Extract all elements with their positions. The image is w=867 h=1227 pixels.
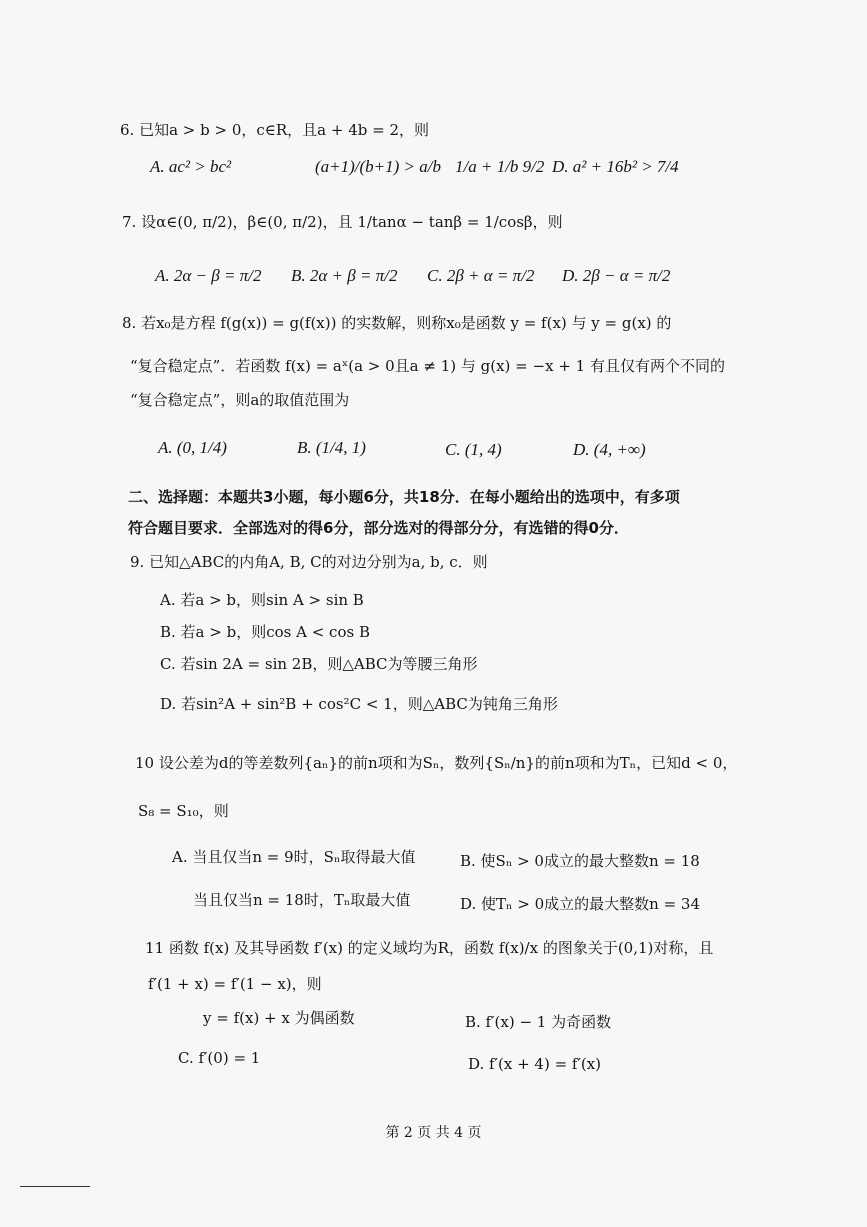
- q10-line-2: S₈ = S₁₀，则: [138, 802, 229, 820]
- q10-line-1: 10 设公差为d的等差数列{aₙ}的前n项和为Sₙ，数列{Sₙ/n}的前n项和为Tₙ，已知d < 0，: [135, 754, 738, 772]
- q8-option-d: D. (4, +∞): [573, 440, 646, 459]
- q7-option-d: D. 2β − α = π/2: [562, 266, 671, 285]
- q8-option-a: A. (0, 1/4): [158, 438, 227, 457]
- q8-line-3: “复合稳定点”，则a的取值范围为: [130, 391, 350, 409]
- scan-mark: [20, 1186, 90, 1187]
- q11-option-a: y = f(x) + x 为偶函数: [203, 1009, 355, 1027]
- q6-option-a: A. ac² > bc²: [150, 157, 232, 176]
- q8-option-b: B. (1/4, 1): [297, 438, 366, 457]
- q6-option-d: D. a² + 16b² > 7/4: [552, 157, 679, 176]
- q8-line-2: “复合稳定点”．若函数 f(x) = aˣ(a > 0且a ≠ 1) 与 g(x) = −x + 1 有且仅有两个不同的: [130, 357, 725, 375]
- section-2-heading: 二、选择题：本题共3小题，每小题6分，共18分．在每小题给出的选项中，有多项: [128, 488, 680, 506]
- q10-option-b: B. 使Sₙ > 0成立的最大整数n = 18: [460, 852, 700, 870]
- q11-option-b: B. f′(x) − 1 为奇函数: [465, 1013, 612, 1031]
- q7-stem: 7. 设α∈(0, π/2)，β∈(0, π/2)，且 1/tanα − tanβ = 1/cosβ，则: [122, 213, 563, 231]
- q7-option-a: A. 2α − β = π/2: [155, 266, 262, 285]
- q10-option-a: A. 当且仅当n = 9时，Sₙ取得最大值: [172, 848, 416, 866]
- q7-option-b: B. 2α + β = π/2: [291, 266, 398, 285]
- q7-option-c: C. 2β + α = π/2: [427, 266, 535, 285]
- q11-line-2: f′(1 + x) = f′(1 − x)，则: [148, 975, 322, 993]
- q9-option-d: D. 若sin²A + sin²B + cos²C < 1，则△ABC为钝角三角形: [160, 695, 558, 713]
- q9-option-a: A. 若a > b，则sin A > sin B: [160, 591, 364, 609]
- q8-line-1: 8. 若x₀是方程 f(g(x)) = g(f(x)) 的实数解，则称x₀是函数 y = f(x) 与 y = g(x) 的: [122, 314, 672, 332]
- q6-stem: 6. 已知a > b > 0，c∈R，且a + 4b = 2，则: [120, 121, 430, 139]
- q6-option-c: 1/a + 1/b 9/2: [455, 157, 545, 176]
- section-2-instructions: 符合题目要求．全部选对的得6分，部分选对的得部分分，有选错的得0分．: [128, 519, 629, 537]
- q9-option-c: C. 若sin 2A = sin 2B，则△ABC为等腰三角形: [160, 655, 478, 673]
- q11-line-1: 11 函数 f(x) 及其导函数 f′(x) 的定义域均为R，函数 f(x)/x 的图象关于(0,1)对称，且: [145, 939, 714, 957]
- page-number-footer: 第 2 页 共 4 页: [385, 1125, 482, 1141]
- q6-option-b: (a+1)/(b+1) > a/b: [315, 157, 442, 176]
- q9-option-b: B. 若a > b，则cos A < cos B: [160, 623, 370, 641]
- q11-option-c: C. f′(0) = 1: [178, 1049, 261, 1067]
- q11-option-d: D. f′(x + 4) = f′(x): [468, 1055, 602, 1073]
- q9-stem: 9. 已知△ABC的内角A, B, C的对边分别为a, b, c．则: [130, 553, 488, 571]
- q8-option-c: C. (1, 4): [445, 440, 502, 459]
- q10-option-d: D. 使Tₙ > 0成立的最大整数n = 34: [460, 895, 701, 913]
- q10-option-c: 当且仅当n = 18时，Tₙ取最大值: [193, 891, 411, 909]
